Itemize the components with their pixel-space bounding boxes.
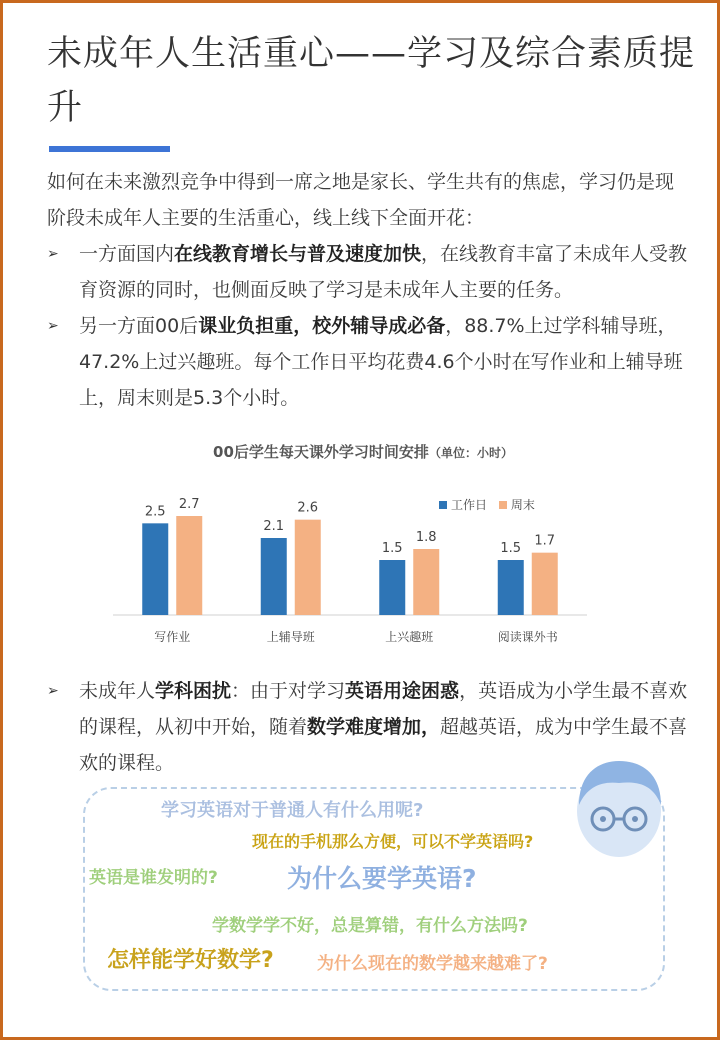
legend-swatch-weekday	[439, 501, 447, 509]
bar-weekday	[142, 523, 168, 615]
bullet-online-education	[47, 236, 692, 308]
question-english-origin: 英语是谁发明的?	[89, 868, 218, 888]
question-why-english: 为什么要学英语?	[287, 864, 477, 893]
category-label: 写作业	[154, 630, 191, 644]
bar-value-label: 1.7	[534, 533, 556, 549]
bar-weekend	[532, 553, 558, 615]
page-title: 未成年人生活重心——学习及综合素质提升	[47, 34, 696, 128]
legend-label-weekend: 周末	[510, 498, 535, 512]
bar-value-label: 2.1	[263, 519, 285, 534]
bullet-text: 一方面国内在线教育增长与普及速度加快，在线教育丰富了未成年人受教育资源的同时，也侧面反映了学习是未成年人主要的任务。	[79, 243, 688, 301]
category-label: 上兴趣班	[385, 630, 434, 644]
category-label: 阅读课外书	[497, 630, 558, 644]
chart-legend	[439, 496, 543, 513]
legend-swatch-weekend	[499, 501, 507, 509]
bullet-text: 另一方面00后课业负担重，校外辅导成必备，88.7%上过学科辅导班，47.2%上过兴趣班。每个工作日平均花费4.6个小时在写作业和上辅导班上，周末则是5.3个小时。	[79, 315, 683, 409]
question-learn-math: 怎样能学好数学?	[107, 948, 274, 973]
intro-paragraph: 如何在未来激烈竞争中得到一席之地是家长、学生共有的焦虑，学习仍是现阶段未成年人主要的生活重心，线上线下全面开花：	[47, 171, 675, 229]
bar-value-label: 1.8	[415, 530, 437, 545]
chart-plot	[103, 433, 623, 658]
bullet-arrow-icon: ➢	[47, 318, 59, 334]
bullet-arrow-icon: ➢	[47, 246, 59, 262]
bar-value-label: 1.5	[381, 541, 403, 556]
question-math-harder: 为什么现在的数学越来越难了?	[317, 954, 548, 974]
legend-label-weekday: 工作日	[451, 498, 488, 512]
bar-value-label: 2.5	[144, 504, 166, 520]
question-math-method: 学数学学不好，总是算错，有什么方法吗?	[212, 916, 528, 936]
chart-title: 00后学生每天课外学习时间安排（单位：小时）	[213, 443, 513, 461]
bar-value-label: 2.6	[297, 500, 319, 516]
bar-weekend	[176, 516, 202, 615]
bullet-text: 未成年人学科困扰：由于对学习英语用途困惑，英语成为小学生最不喜欢的课程，从初中开始，随着数学难度增加，超越英语，成为中学生最不喜欢的课程。	[79, 680, 688, 774]
question-english-use: 学习英语对于普通人有什么用呢?	[161, 800, 424, 821]
bar-value-label: 2.7	[178, 497, 200, 512]
bar-value-label: 1.5	[500, 541, 522, 556]
title-underline	[49, 146, 170, 152]
study-time-chart	[103, 433, 623, 658]
bar-weekday	[498, 560, 524, 615]
bar-weekend	[295, 520, 321, 615]
category-label: 上辅导班	[266, 630, 315, 644]
bar-weekend	[413, 549, 439, 615]
chart-unit: （单位：小时）	[428, 446, 513, 460]
student-face-with-glasses-icon	[573, 755, 665, 863]
bar-weekday	[379, 560, 405, 615]
bullet-tutoring	[47, 308, 692, 416]
question-phone-english: 现在的手机那么方便，可以不学英语吗?	[252, 832, 534, 851]
bar-weekday	[261, 538, 287, 615]
bullet-arrow-icon: ➢	[47, 683, 59, 699]
